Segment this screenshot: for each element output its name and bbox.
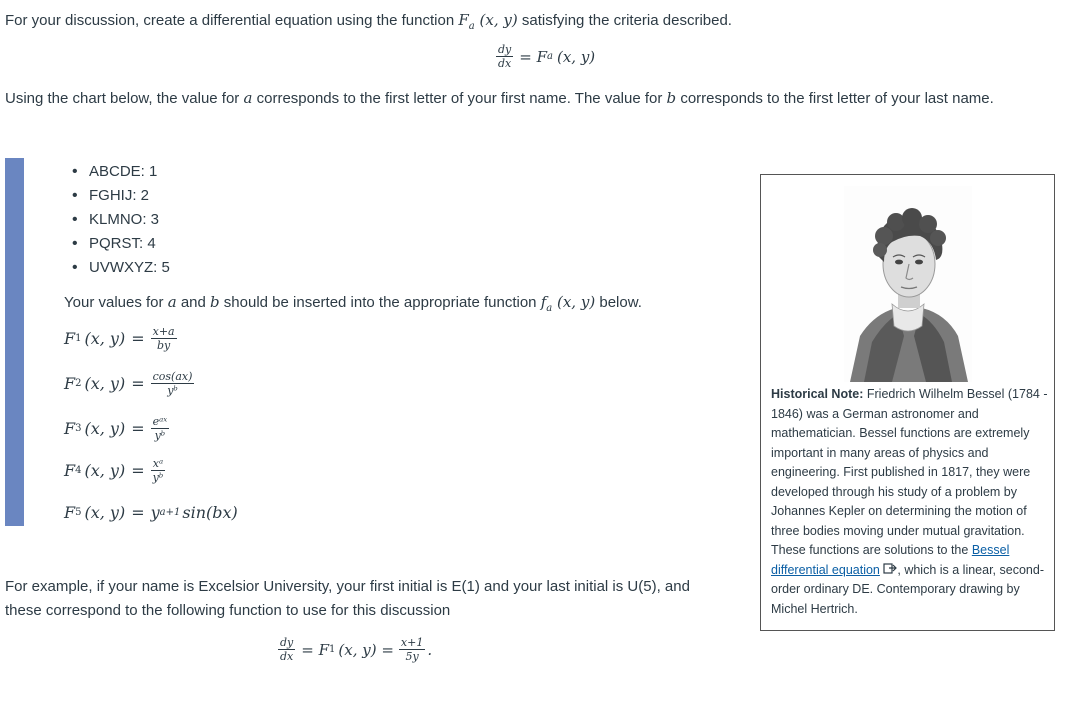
intro-paragraph xyxy=(5,10,732,37)
accent-bar xyxy=(5,158,24,526)
list-item: • FGHIJ: 2 xyxy=(72,187,150,204)
example-equation: $\frac{dy}{dx}$ = F 1 (x, y) = $\frac{x+1}{5y}$ . xyxy=(280,636,433,663)
intro-text: For your discussion, create a differential equation using the function xyxy=(5,12,455,29)
function-f2: F 2 (x, y) = $\frac{\cos(ax)}{\text{yᵇ}}$ xyxy=(64,370,193,397)
function-f1: F 1 (x, y) = $\frac{x+a}{by}$ xyxy=(64,325,175,352)
letter-value-list xyxy=(72,160,170,280)
intro-function: $F_a$ (x, y) xyxy=(458,11,518,32)
function-f5: F 5 (x, y) = y a+1 sin(bx) xyxy=(64,503,238,522)
list-item: • KLMNO: 3 xyxy=(72,211,160,228)
function-f3: F 3 (x, y) = $\frac{\text{eᵃˣ}}{\text{yᵇ}}$ xyxy=(64,415,168,442)
note-body-end: , which is a linear, second-order ordinary DE. Contemporary drawing by Michel Hertrich. xyxy=(771,562,1044,616)
list-item: • ABCDE: 1 xyxy=(72,163,158,180)
bessel-portrait xyxy=(844,186,972,382)
note-label: Historical Note: xyxy=(771,387,864,401)
list-item: • UVWXYZ: 5 xyxy=(72,259,170,276)
bessel-equation-link[interactable]: Bessel differential equation xyxy=(771,543,1010,577)
external-link-icon[interactable] xyxy=(883,561,897,581)
chart-instruction: Using the chart below, the value for a corresponds to the first letter of your first name. The value for b corresponds to the first letter of your last name. xyxy=(5,89,994,107)
function-f4: F 4 (x, y) = $\frac{\text{xᵃ}}{\text{yᵇ}}$ xyxy=(64,457,164,484)
example-paragraph: For example, if your name is Excelsior University, your first initial is E(1) and your last initial is U(5), and these correspond to the following function to use for this discussion xyxy=(5,578,690,619)
main-equation: $\frac{dy}{dx}$ = F a (x, y) xyxy=(498,43,596,70)
historical-note-box xyxy=(760,174,1055,631)
note-body: Friedrich Wilhelm Bessel (1784 - 1846) was a German astronomer and mathematician. Bessel functions are extremely important in many areas of physics and engineering. First published in 1817, they were developed through his study of a problem by Johannes Kepler on determining the motion of three bodies moving under mutual gravitation. These functions are solutions to the xyxy=(771,387,1048,557)
intro-text-end: satisfying the criteria described. xyxy=(521,12,732,29)
historical-note-text xyxy=(771,385,1049,619)
values-instruction: Your values for a and b should be inserted into the appropriate function $f_a$ (x, y) below. xyxy=(64,293,642,314)
list-item: • PQRST: 4 xyxy=(72,235,156,252)
